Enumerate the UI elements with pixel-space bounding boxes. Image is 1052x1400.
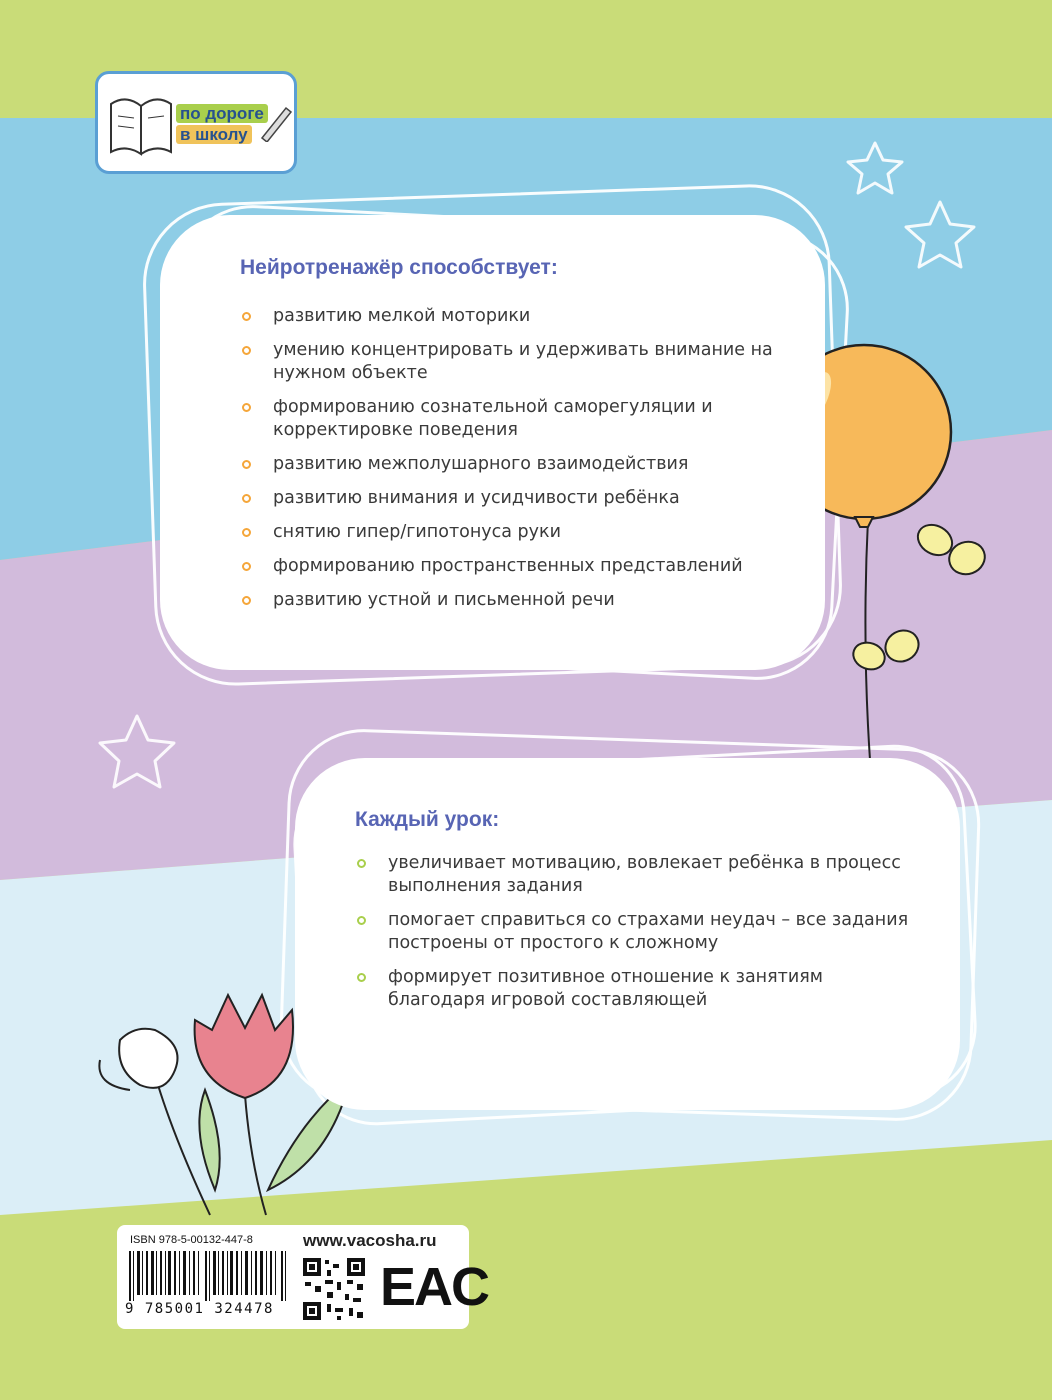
- benefits-title: Нейротренажёр способствует:: [240, 256, 558, 279]
- list-item: развитию устной и письменной речи: [240, 589, 800, 612]
- pencil-icon: [258, 102, 294, 142]
- list-item: формированию пространственных представлений: [240, 555, 800, 578]
- barcode-block: [117, 1225, 489, 1329]
- bullet-icon: [357, 916, 366, 925]
- logo-title-line1: по дороге: [176, 104, 268, 123]
- list-item: формирует позитивное отношение к занятиям благодаря игровой составляющей: [355, 966, 915, 1012]
- qr-code-icon: [303, 1258, 365, 1320]
- logo-title-line2: в школу: [176, 125, 252, 144]
- bullet-icon: [242, 312, 251, 321]
- barcode-digits: 9 785001 324478: [125, 1301, 274, 1317]
- bullet-icon: [242, 494, 251, 503]
- list-item: помогает справиться со страхами неудач – все задания построены от простого к сложному: [355, 909, 915, 955]
- bullet-icon: [242, 528, 251, 537]
- bullet-icon: [242, 346, 251, 355]
- barcode-icon: [127, 1251, 292, 1301]
- benefits-list: [240, 305, 800, 623]
- open-book-icon: [106, 84, 176, 162]
- list-item: развитию внимания и усидчивости ребёнка: [240, 487, 800, 510]
- list-item: снятию гипер/гипотонуса руки: [240, 521, 800, 544]
- series-logo: [95, 71, 297, 174]
- website-link[interactable]: www.vacosha.ru: [303, 1231, 437, 1250]
- bullet-icon: [357, 859, 366, 868]
- bullet-icon: [357, 973, 366, 982]
- list-item: умению концентрировать и удерживать внимание на нужном объекте: [240, 339, 800, 385]
- list-item: развитию мелкой моторики: [240, 305, 800, 328]
- bullet-icon: [242, 596, 251, 605]
- lesson-list: [355, 852, 915, 1023]
- list-item: развитию межполушарного взаимодействия: [240, 453, 800, 476]
- bullet-icon: [242, 562, 251, 571]
- eac-mark: EAC: [380, 1257, 489, 1317]
- bullet-icon: [242, 403, 251, 412]
- isbn: ISBN 978-5-00132-447-8: [130, 1234, 253, 1246]
- lesson-title: Каждый урок:: [355, 808, 500, 831]
- list-item: формированию сознательной саморегуляции и корректировке поведения: [240, 396, 800, 442]
- bullet-icon: [242, 460, 251, 469]
- list-item: увеличивает мотивацию, вовлекает ребёнка в процесс выполнения задания: [355, 852, 915, 898]
